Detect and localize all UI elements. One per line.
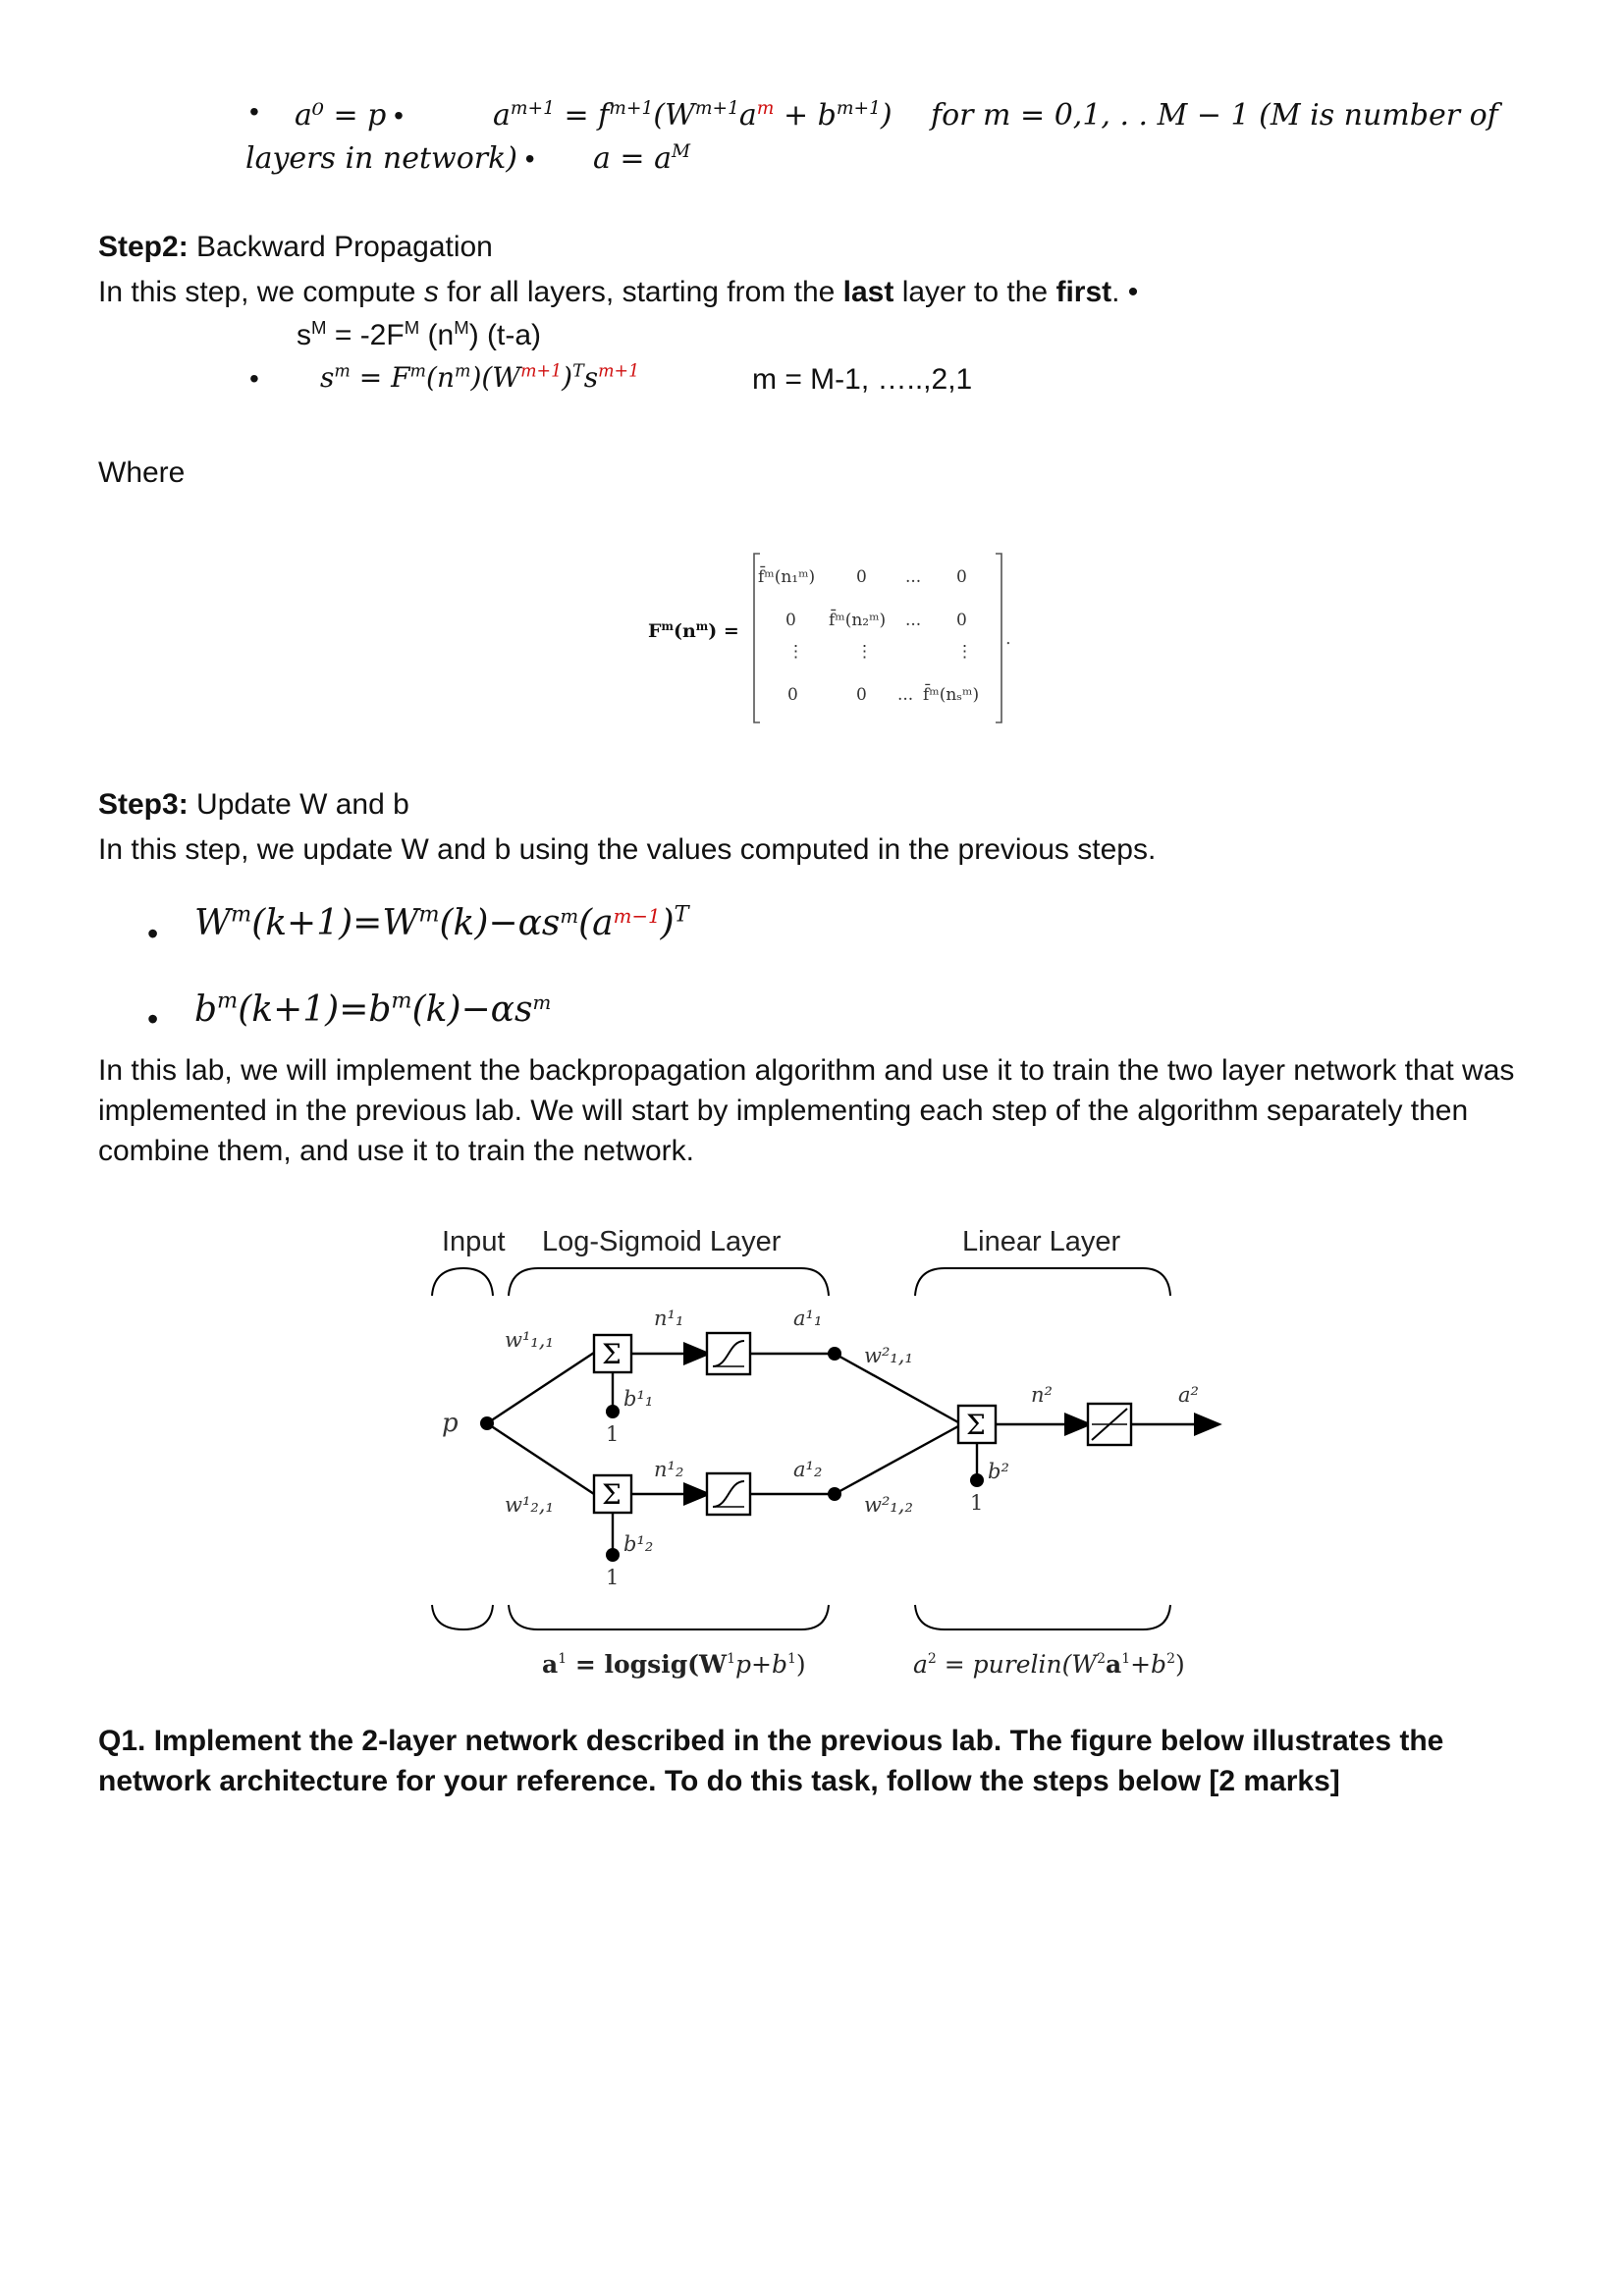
input-p-label: p: [442, 1409, 459, 1438]
forward-eq-output: $a = a^M$: [593, 140, 691, 176]
matrix-cell: 0: [956, 611, 967, 630]
matrix-grid: [758, 560, 1000, 717]
matrix-cell: f̄ᵐ(n₂ᵐ): [829, 611, 887, 630]
step3-eq-w-update: $W^m(k+1)=W^m(k)-\alpha s^m(a^{m-1})^T$: [194, 901, 689, 943]
step3-eq-b-update: $b^m(k+1)=b^m(k)-\alpha s^m$: [194, 988, 552, 1030]
matrix-cell: ⋮: [787, 642, 804, 662]
logsig-brace-bottom: [509, 1605, 829, 1629]
bias-node-1: [606, 1405, 620, 1418]
matrix-cell: ...: [905, 567, 922, 587]
matrix-cell: ...: [897, 685, 914, 705]
bias-node-2: [606, 1548, 620, 1562]
step2-heading: Step2: Backward Propagation: [98, 231, 493, 263]
bias-input-one: 1: [970, 1491, 984, 1515]
lab-paragraph: In this lab, we will implement the backpropagation algorithm and use it to train the two layer network that was implemented in the previous lab. We will start by implementing each step of the algorithm separately then combine them, and use it to train the network.: [98, 1054, 1515, 1167]
step2-eq-sm: $s^m = F^m(n^m)(W^{m+1})^Ts^{m+1}$: [320, 361, 640, 394]
forward-eq-condition: for m = 0,1, . . M − 1 (M is number of: [931, 98, 1498, 133]
logsig-layer-equation: $a^1$ = $logsig(W^1p+b^1)$: [542, 1650, 806, 1679]
logsig-brace: [509, 1268, 829, 1296]
bias-node-output: [970, 1473, 984, 1487]
sigma-symbol: Σ: [602, 1338, 622, 1370]
network-diagram: [422, 1217, 1237, 1688]
bullet: •: [147, 916, 159, 951]
matrix-cell: 0: [787, 685, 798, 705]
matrix-cell: ⋮: [956, 642, 973, 662]
step2-intro: In this step, we compute s for all layers, starting from the last layer to the first. •: [98, 276, 1139, 308]
n2-label: n²: [1031, 1383, 1053, 1407]
weight-w11-label: w¹₁,₁: [505, 1328, 554, 1352]
linear-layer-label: Linear Layer: [962, 1226, 1121, 1257]
bullet: •: [249, 96, 259, 127]
matrix-lhs: $F^m(n^m)$ =: [648, 618, 739, 642]
a2-label: a²: [1178, 1383, 1199, 1407]
matrix-cell: ...: [905, 611, 922, 630]
matrix-cell: 0: [785, 611, 796, 630]
linear-brace: [915, 1268, 1170, 1296]
b12-label: b¹₂: [623, 1532, 654, 1556]
matrix-cell: 0: [856, 685, 867, 705]
bullet: •: [249, 363, 259, 394]
a11-label: a¹₁: [793, 1307, 823, 1330]
a12-label: a¹₂: [793, 1458, 823, 1481]
step3-intro: In this step, we update W and b using the values computed in the previous steps.: [98, 833, 1157, 866]
weight-w2-12-label: w²₁,₂: [864, 1493, 913, 1517]
linear-layer-equation: $a^2$ = $purelin(W^2a^1+b^2)$: [913, 1650, 1185, 1679]
logsig-layer-label: Log-Sigmoid Layer: [542, 1226, 782, 1257]
matrix-cell: ⋮: [856, 642, 873, 662]
sigma-symbol: Σ: [966, 1409, 986, 1441]
b11-label: b¹₁: [623, 1387, 654, 1411]
linear-brace-bottom: [915, 1605, 1170, 1629]
sigma-symbol: Σ: [602, 1478, 622, 1511]
bullet: •: [147, 1001, 159, 1037]
matrix-cell: f̄ᵐ(nₛᵐ): [923, 685, 980, 705]
matrix-cell: f̄ᵐ(n₁ᵐ): [758, 567, 816, 587]
forward-eq-condition-cont: layers in network) •: [245, 141, 535, 176]
step3-heading: Step3: Update W and b: [98, 788, 409, 821]
matrix-trail: .: [1005, 628, 1011, 649]
input-brace-bottom: [432, 1605, 493, 1629]
b2-label: b²: [988, 1460, 1009, 1483]
step2-eq-sM: $s^M = -2F^M$ $(n^M)$ (t-a): [297, 316, 542, 351]
step2-eq-range: m = M-1, …..,2,1: [752, 363, 973, 396]
n11-label: n¹₁: [654, 1307, 684, 1330]
forward-eq-a0: a⁰ = p •: [295, 98, 404, 133]
matrix-cell: 0: [856, 567, 867, 587]
where-label: Where: [98, 456, 186, 489]
matrix-cell: 0: [956, 567, 967, 587]
n12-label: n¹₂: [654, 1458, 684, 1481]
weight-w21-label: w¹₂,₁: [505, 1493, 554, 1517]
forward-eq-recursion: $a^{m+1} = f^{m+1}(W^{m+1}a^m + b^{m+1})$: [493, 97, 893, 133]
input-brace: [432, 1268, 493, 1296]
bias-input-one: 1: [606, 1566, 620, 1589]
weight-w2-11-label: w²₁,₁: [864, 1344, 913, 1367]
bias-input-one: 1: [606, 1422, 620, 1446]
question-1: Q1. Implement the 2-layer network described in the previous lab. The figure below illustrates the network architecture for your reference. To do this task, follow the steps below [2 marks]: [98, 1725, 1444, 1797]
input-label: Input: [442, 1226, 506, 1257]
